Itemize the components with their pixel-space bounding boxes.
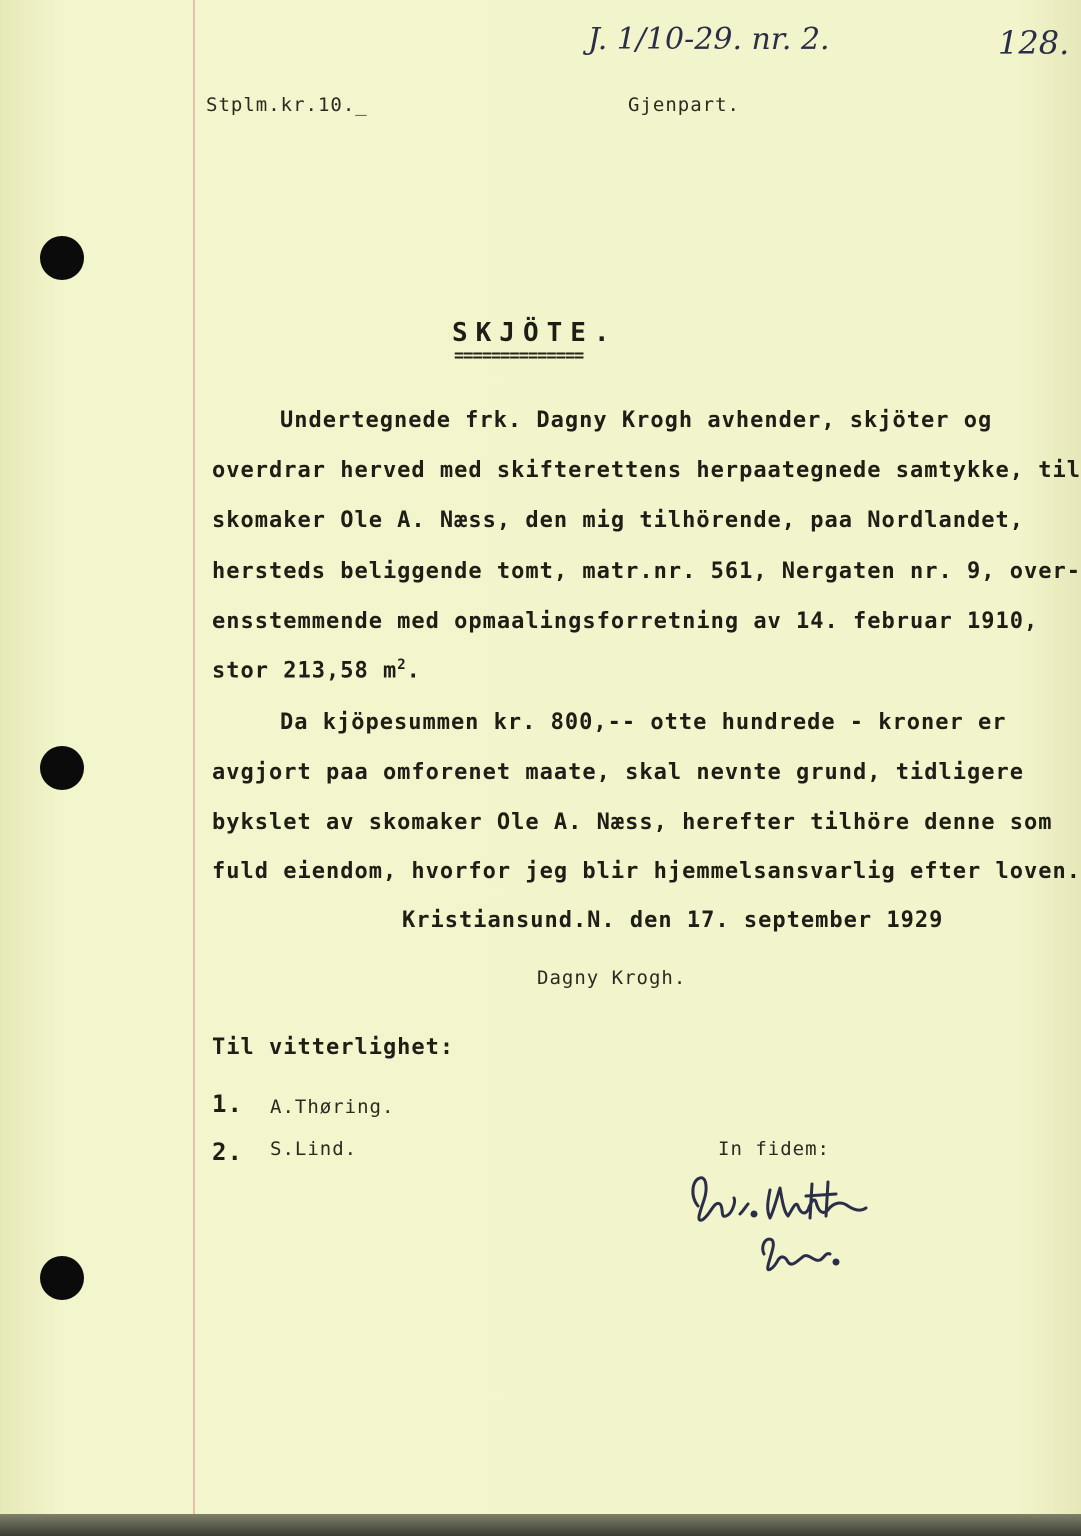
- document-title: SKJÖTE.: [452, 318, 618, 348]
- page-number: 128.: [998, 24, 1070, 62]
- margin-rule: [193, 0, 195, 1536]
- punch-hole-bottom: [40, 1256, 84, 1300]
- paragraph1-line-2: overdrar herved med skifterettens herpaategnede samtykke, til: [212, 458, 1081, 483]
- witness-heading: Til vitterlighet:: [212, 1035, 455, 1060]
- paragraph2-line-2: avgjort paa omforenet maate, skal nevnte grund, tidligere: [212, 760, 1024, 785]
- in-fidem-label: In fidem:: [718, 1138, 830, 1160]
- paragraph1-line-4: hersteds beliggende tomt, matr.nr. 561, Nergaten nr. 9, over-: [212, 559, 1081, 584]
- witness-1-number: 1.: [212, 1090, 243, 1118]
- place-date: Kristiansund.N. den 17. september 1929: [402, 908, 944, 933]
- paragraph1-line-1: Undertegnede frk. Dagny Krogh avhender, skjöter og: [280, 408, 993, 433]
- copy-label: Gjenpart.: [628, 94, 740, 116]
- signer-name: Dagny Krogh.: [537, 967, 687, 989]
- title-underline: ==============: [454, 346, 584, 366]
- paragraph1-line-3: skomaker Ole A. Næss, den mig tilhörende, paa Nordlandet,: [212, 508, 1024, 533]
- scan-bottom-edge: [0, 1514, 1081, 1536]
- area-line-superscript: 2: [397, 657, 407, 673]
- area-line-text: stor 213,58 m: [212, 658, 398, 684]
- witness-2-number: 2.: [212, 1138, 243, 1166]
- witness-2-name: S.Lind.: [270, 1138, 358, 1160]
- paragraph2-line-4: fuld eiendom, hvorfor jeg blir hjemmelsansvarlig efter loven.: [212, 859, 1081, 884]
- witness-1-name: A.Thøring.: [270, 1096, 395, 1118]
- punch-hole-top: [40, 236, 84, 280]
- handwritten-signature: [680, 1170, 880, 1310]
- registration-annotation: J. 1/10-29. nr. 2.: [588, 22, 830, 57]
- area-line: [212, 657, 421, 683]
- paragraph2-line-3: bykslet av skomaker Ole A. Næss, herefter tilhöre denne som: [212, 810, 1053, 835]
- area-line-end: .: [406, 658, 421, 684]
- paragraph1-line-5: ensstemmende med opmaalingsforretning av 14. februar 1910,: [212, 609, 1039, 634]
- punch-hole-middle: [40, 746, 84, 790]
- stamp-line: Stplm.kr.10._: [206, 94, 368, 116]
- paragraph2-line-1: Da kjöpesummen kr. 800,-- otte hundrede - kroner er: [280, 710, 1007, 735]
